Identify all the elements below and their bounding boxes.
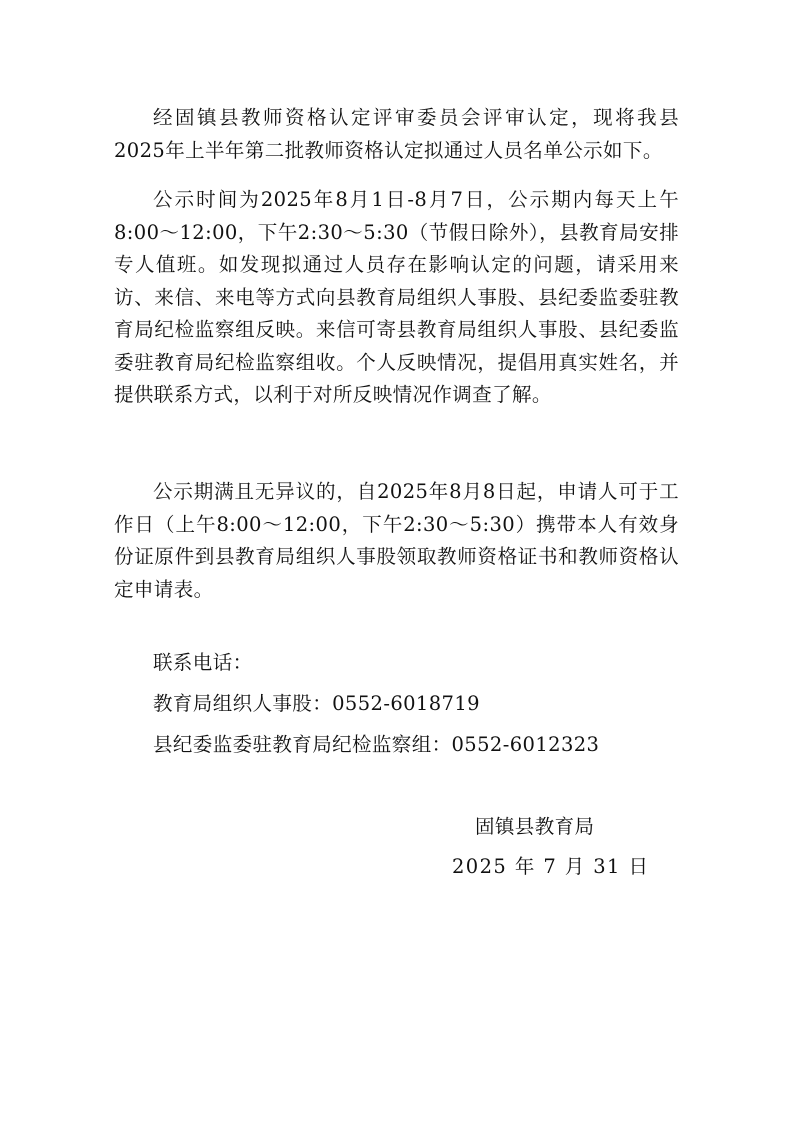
paragraph-certificate-collection: 公示期满且无异议的，自2025年8月8日起，申请人可于工作日（上午8:00～12:00，下午2:30～5:30）携带本人有效身份证原件到县教育局组织人事股领取教师资格证书和教师资格认定申请表。 — [114, 480, 679, 601]
contact-heading: 联系电话： — [153, 651, 253, 674]
contact-line-hr-office: 教育局组织人事股：0552-6018719 — [153, 692, 480, 715]
issuer-name: 固镇县教育局 — [475, 815, 595, 838]
paragraph-publicity-period: 公示时间为2025年8月1日-8月7日，公示期内每天上午8:00～12:00，下午2:30～5:30（节假日除外），县教育局安排专人值班。如发现拟通过人员存在影响认定的问题，请采用来访、来信、来电等方式向县教育局组织人事股、县纪委监委驻教育局纪检监察组反映。来信可寄县教育局组织人事股、县纪委监委驻教育局纪检监察组收。个人反映情况，提倡用真实姓名，并提供联系方式，以利于对所反映情况作调查了解。 — [114, 188, 679, 406]
contact-line-discipline-group: 县纪委监委驻教育局纪检监察组：0552-6012323 — [153, 733, 600, 756]
issue-date: 2025 年 7 月 31 日 — [452, 855, 650, 878]
paragraph-review-notice: 经固镇县教师资格认定评审委员会评审认定，现将我县2025年上半年第二批教师资格认定拟通过人员名单公示如下。 — [114, 106, 679, 162]
